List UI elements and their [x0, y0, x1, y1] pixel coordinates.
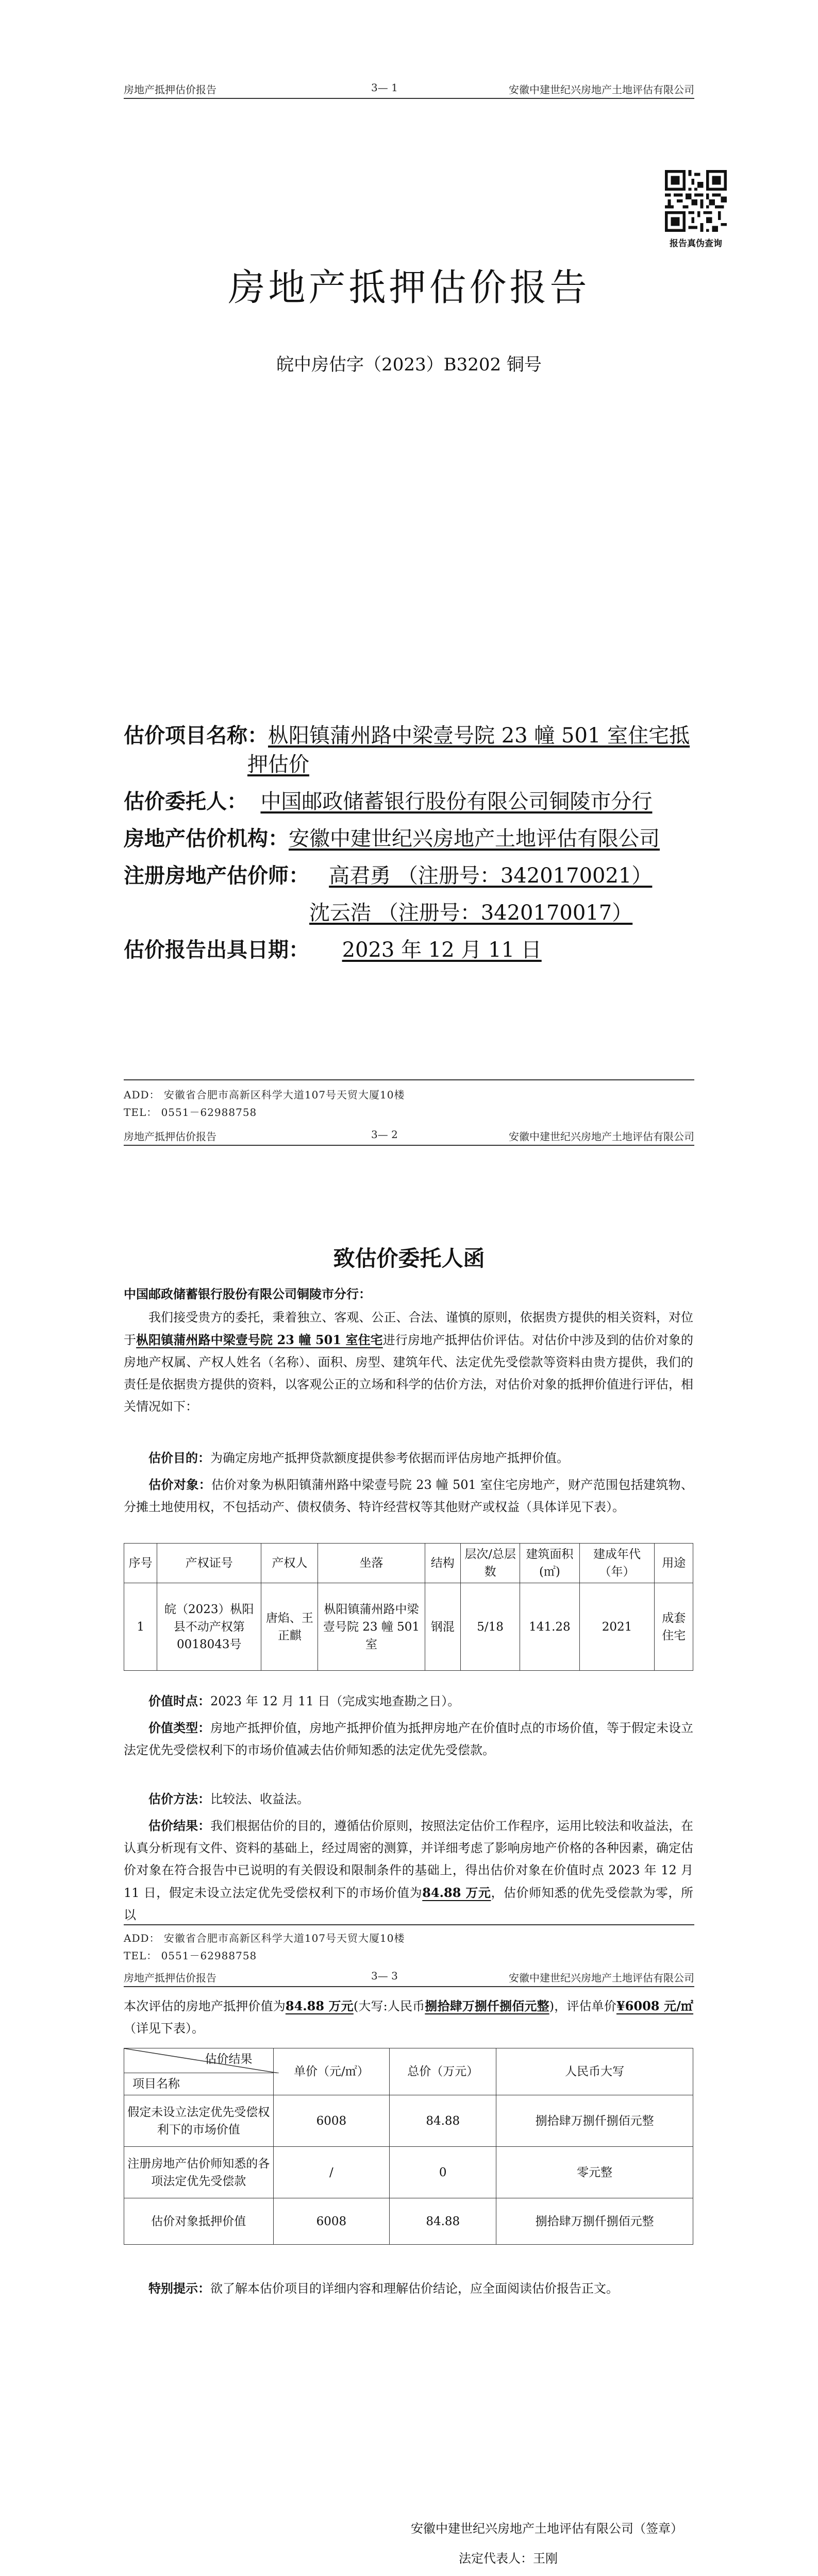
header-divider — [124, 98, 694, 99]
client-value: 中国邮政储蓄银行股份有限公司铜陵市分行 — [260, 790, 653, 814]
page-header — [124, 1965, 694, 1986]
header-left: 房地产抵押估价报告 — [124, 1972, 216, 1984]
report-title: 房地产抵押估价报告 — [228, 266, 590, 309]
mortgage-value-upper: 捌拾肆万捌仟捌佰元整 — [425, 1998, 549, 2013]
client-row — [124, 787, 652, 816]
signer: 安徽中建世纪兴房地产土地评估有限公司（签章） — [411, 2521, 683, 2536]
appraiser-row — [124, 861, 652, 890]
report-number: 皖中房估字（2023）B3202 铜号 — [276, 354, 542, 375]
method-paragraph: 估价方法：比较法、收益法。 — [148, 1791, 309, 1806]
purpose-paragraph: 估价目的：为确定房地产抵押贷款额度提供参考依据而评估房地产抵押价值。 — [148, 1450, 569, 1465]
footer-divider — [124, 1079, 694, 1080]
issue-date-label: 估价报告出具日期： — [124, 938, 309, 962]
header-left: 房地产抵押估价报告 — [124, 83, 216, 96]
issue-date-row — [124, 936, 542, 964]
qr-caption: 报告真伪查询 — [670, 239, 722, 249]
table-row: 估价对象抵押价值 6008 84.88 捌拾肆万捌仟捌佰元整 — [124, 2198, 693, 2245]
project-name-value-1: 枞阳镇蒲州路中梁壹号院 23 幢 501 室住宅抵 — [268, 724, 690, 748]
result-table: 估价结果 单价（元/㎡） 总价（万元） 人民币大写 项目名称 假定未设立法定优先受偿权利下的市场价值 6008 84.88 捌拾肆万捌仟捌佰元整 注册房地产估价师知悉的各项法定优先受偿款 / 0 零元整 估价对象抵押价值 6008 84.88 捌拾肆万捌仟捌佰元整 — [124, 2048, 693, 2245]
header-left: 房地产抵押估价报告 — [124, 1130, 216, 1143]
header-page-mark: 3— 1 — [371, 81, 398, 94]
client-label: 估价委托人： — [124, 789, 247, 814]
table-row: 1 皖（2023）枞阳县不动产权第0018043号 唐焰、王正麒 枞阳镇蒲州路中梁壹号院 23 幢 501 室 钢混 5/18 141.28 2021 成套住宅 — [124, 1583, 693, 1671]
value-date-paragraph: 价值时点：2023 年 12 月 11 日（完成实地查勘之日）。 — [148, 1693, 460, 1708]
table-header-row: 序号 产权证号 产权人 坐落 结构 层次/总层数 建筑面积(㎡) 建成年代（年） 用途 — [124, 1544, 693, 1583]
issue-date-value: 2023 年 12 月 11 日 — [342, 938, 542, 962]
agency-value: 安徽中建世纪兴房地产土地评估有限公司 — [289, 827, 660, 851]
project-name-value-2: 押估价 — [247, 753, 309, 776]
market-value: 84.88 万元 — [422, 1885, 491, 1900]
footer-tel: TEL： 0551－62988758 — [124, 1106, 257, 1118]
appraiser-2: 沈云浩 （注册号：3420170017） — [309, 901, 633, 925]
object-paragraph: 估价对象：估价对象为枞阳镇蒲州路中梁壹号院 23 幢 501 室住宅房地产，财产范围包括建筑物、分摊土地使用权，不包括动产、债权债务、特许经营权等其他财产或权益（具体详见下表）。 — [124, 1477, 693, 1514]
unit-price: ¥6008 元/㎡ — [616, 1998, 694, 2013]
letter-title: 致估价委托人函 — [333, 1246, 485, 1271]
project-name-row-2 — [247, 750, 309, 779]
project-name-row — [124, 721, 690, 750]
diagonal-header-cell: 估价结果 — [124, 2048, 274, 2073]
header-page-mark: 3— 3 — [371, 1970, 398, 1982]
page-footer: ADD： 安徽省合肥市高新区科学大道107号天贸大厦10楼 TEL： 0551－62988758 — [124, 1932, 405, 1962]
special-tip-paragraph: 特别提示：欲了解本估价项目的详细内容和理解估价结论，应全面阅读估价报告正文。 — [148, 2281, 619, 2296]
intro-paragraph: 我们接受贵方的委托，秉着独立、客观、公正、合法、谨慎的原则，依据贵方提供的相关资料，对位于枞阳镇蒲州路中梁壹号院 23 幢 501 室住宅进行房地产抵押估价评估。对估价中涉及到的估价对象的房地产权属、产权人姓名（名称）、面积、房型、建筑年代、法定优先受偿款等资料由贵方提供，我们的责任是依据贵方提供的资料，以客观公正的立场和科学的估价方法，对估价对象的抵押价值进行评估，相关情况如下： — [124, 1310, 694, 1414]
result-paragraph: 估价结果：我们根据估价的目的，遵循估价原则，按照法定估价工作程序，运用比较法和收益法，在认真分析现有文件、资料的基础上，经过周密的测算，并详细考虑了影响房地产价格的各种因素，确定估价对象在符合报告中已说明的有关假设和限制条件的基础上，得出估价对象在价值时点 2023 年 12 月 11 日，假定未设立法定优先受偿权利下的市场价值为84.88 万元，估价师知悉的优先受偿款为零，所以 — [124, 1818, 694, 1922]
header-right: 安徽中建世纪兴房地产土地评估有限公司 — [509, 83, 694, 96]
header-divider — [124, 1145, 694, 1146]
agency-label: 房地产估价机构： — [124, 826, 289, 851]
agency-row — [124, 824, 660, 853]
continuation-paragraph: 本次评估的房地产抵押价值为84.88 万元(大写:人民币捌拾肆万捌仟捌佰元整)，评估单价¥6008 元/㎡（详见下表）。 — [124, 1998, 694, 2036]
header-divider — [124, 1986, 694, 1987]
page-footer — [124, 1086, 405, 1121]
appraiser-1: 高君勇 （注册号：3420170021） — [329, 864, 653, 888]
addressee-text: 中国邮政储蓄银行股份有限公司铜陵市分行： — [124, 1286, 371, 1301]
appraiser-label: 注册房地产估价师： — [124, 863, 309, 888]
value-type-paragraph: 价值类型：房地产抵押价值，房地产抵押价值为抵押房地产在价值时点的市场价值，等于假定未设立法定优先受偿权利下的市场价值减去估价师知悉的法定优先受偿款。 — [124, 1720, 694, 1757]
table-row: 注册房地产估价师知悉的各项法定优先受偿款 / 0 零元整 — [124, 2147, 693, 2198]
property-table — [124, 1543, 693, 1671]
appraiser-row-2 — [309, 899, 632, 927]
header-right: 安徽中建世纪兴房地产土地评估有限公司 — [509, 1130, 694, 1143]
header-right: 安徽中建世纪兴房地产土地评估有限公司 — [509, 1972, 694, 1984]
table-row: 假定未设立法定优先受偿权利下的市场价值 6008 84.88 捌拾肆万捌仟捌佰元整 — [124, 2095, 693, 2147]
footer-address: ADD： 安徽省合肥市高新区科学大道107号天贸大厦10楼 — [124, 1089, 405, 1101]
mortgage-value: 84.88 万元 — [285, 1998, 354, 2013]
legal-representative: 法定代表人：王刚 — [459, 2551, 558, 2566]
addressee — [124, 1283, 693, 1306]
footer-divider — [124, 1924, 694, 1925]
project-name-label: 估价项目名称： — [124, 723, 268, 748]
page-header — [124, 1124, 694, 1145]
qr-code-icon[interactable] — [665, 170, 727, 232]
property-address: 枞阳镇蒲州路中梁壹号院 23 幢 501 室住宅 — [136, 1332, 383, 1347]
header-page-mark: 3— 2 — [371, 1128, 398, 1141]
